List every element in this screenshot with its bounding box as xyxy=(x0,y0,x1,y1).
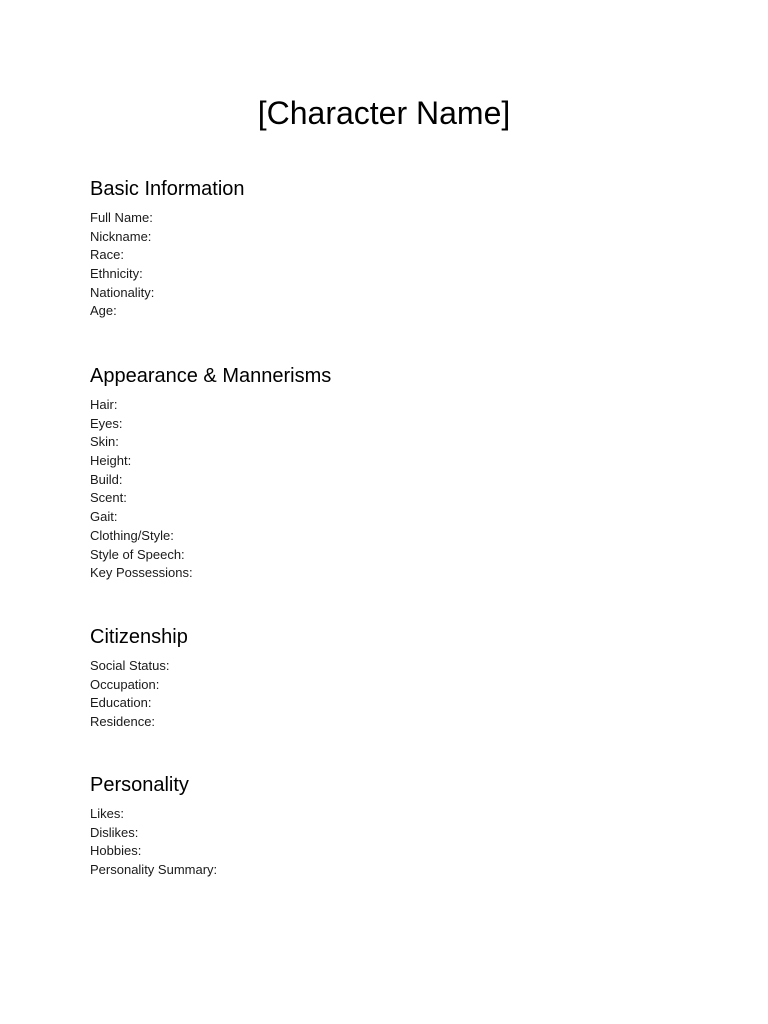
field-social-status: Social Status: xyxy=(90,658,170,673)
field-occupation: Occupation: xyxy=(90,676,160,692)
section-heading-appearance-mannerisms: Appearance & Mannerisms xyxy=(90,365,332,387)
field-hobbies: Hobbies: xyxy=(90,843,142,859)
field-race: Race: xyxy=(90,247,124,263)
field-residence: Residence: xyxy=(90,714,156,730)
field-personality-summary: Personality Summary: xyxy=(90,862,218,878)
field-key-possessions: Key Possessions: xyxy=(90,565,193,581)
section-heading-personality: Personality xyxy=(90,774,189,796)
section-personality xyxy=(90,772,690,880)
section-appearance-mannerisms xyxy=(90,363,690,583)
section-heading-citizenship: Citizenship xyxy=(90,626,188,648)
field-height: Height: xyxy=(90,453,132,469)
field-scent: Scent: xyxy=(90,490,127,506)
section-citizenship xyxy=(90,624,690,732)
field-skin: Skin: xyxy=(90,434,119,450)
field-list-basic-information xyxy=(90,209,690,321)
field-dislikes: Dislikes: xyxy=(90,824,139,840)
field-nickname: Nickname: xyxy=(90,228,152,244)
field-list-personality xyxy=(90,805,690,880)
field-list-appearance-mannerisms xyxy=(90,396,690,583)
field-build: Build: xyxy=(90,471,123,487)
field-likes: Likes: xyxy=(90,806,124,821)
field-full-name: Full Name: xyxy=(90,210,153,225)
field-list-citizenship xyxy=(90,657,690,732)
section-basic-information xyxy=(90,176,690,321)
field-eyes: Eyes: xyxy=(90,415,123,431)
field-education: Education: xyxy=(90,695,152,711)
field-age: Age: xyxy=(90,303,117,319)
field-clothing-style: Clothing/Style: xyxy=(90,527,174,543)
field-style-of-speech: Style of Speech: xyxy=(90,546,185,562)
document-title: [Character Name] xyxy=(257,95,511,131)
field-hair: Hair: xyxy=(90,397,118,412)
field-nationality: Nationality: xyxy=(90,284,155,300)
section-heading-basic-information: Basic Information xyxy=(90,178,245,200)
field-gait: Gait: xyxy=(90,509,118,525)
field-ethnicity: Ethnicity: xyxy=(90,266,143,282)
